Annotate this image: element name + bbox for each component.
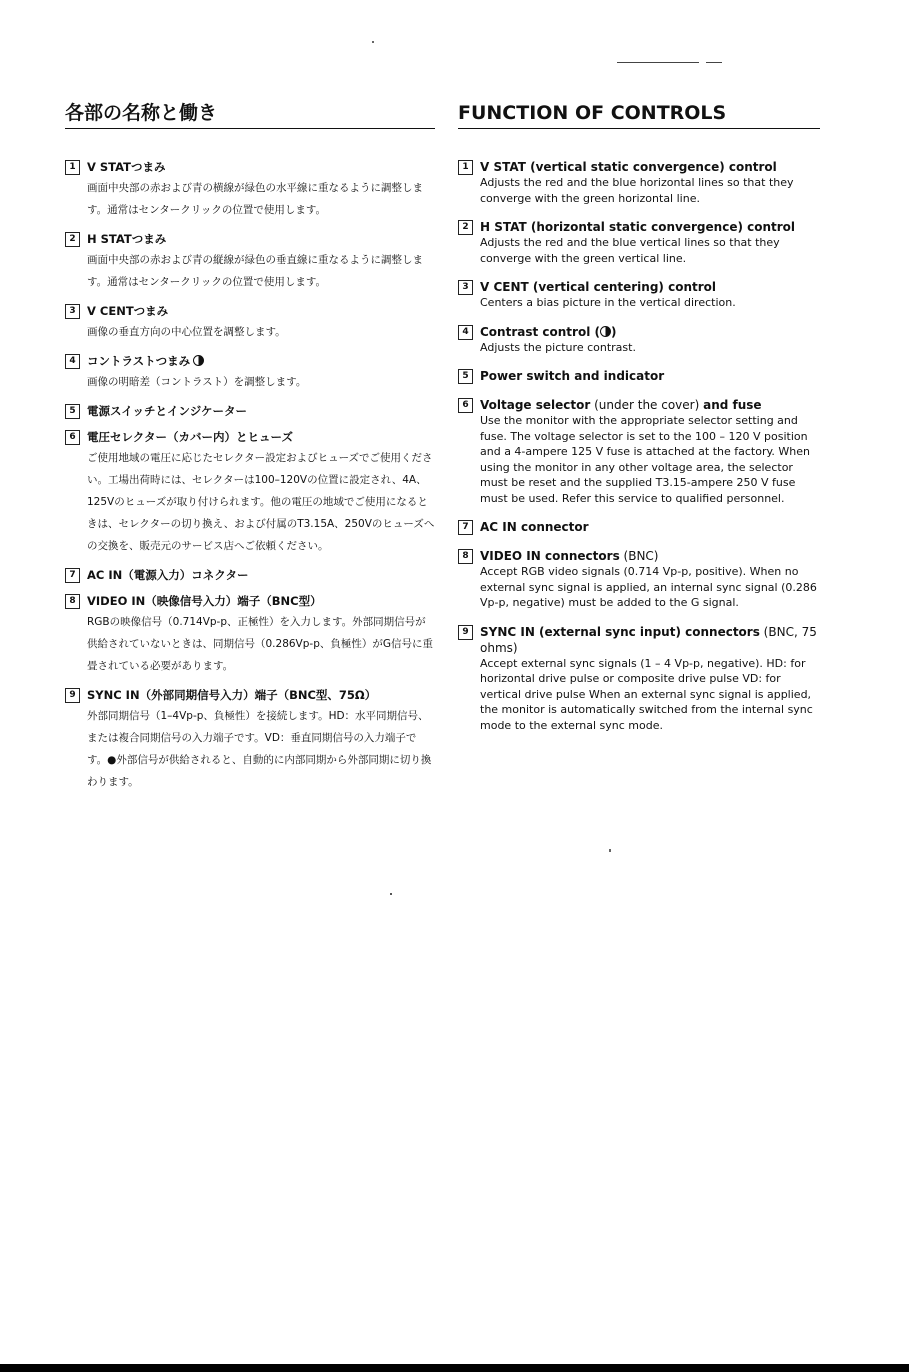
en-item-heading: V CENT (vertical centering) control — [480, 280, 716, 294]
en-item-description: Use the monitor with the appropriate selector setting and fuse. The voltage selector is set to the 100 – 120 V position and a 4-ampere 125 V fuse is attached at the factory. When using the monitor in any other voltage area, the selector must be reset and the supplied T3.15-ampere 250 V fuse must be used. Refer this service to qualified personnel. — [480, 414, 811, 505]
item-number-box: 4 — [65, 354, 80, 369]
jp-item-9 — [65, 687, 435, 793]
en-item-heading — [480, 397, 820, 413]
header-rule-short — [706, 62, 722, 63]
jp-item-1 — [65, 159, 435, 221]
en-section-title: FUNCTION OF CONTROLS — [458, 100, 820, 129]
en-item-heading-note: (BNC, 75 ohms) — [480, 624, 817, 655]
jp-item-description: 画面中央部の赤および青の横線が緑色の水平線に重なるように調整します。通常はセンタークリックの位置で使用します。 — [87, 182, 423, 216]
item-number-box: 6 — [458, 398, 473, 413]
contrast-icon — [193, 355, 204, 366]
en-item-heading-text: Contrast control — [480, 324, 591, 339]
item-number-box: 7 — [458, 520, 473, 535]
scan-speck — [372, 41, 374, 43]
jp-item-7 — [65, 567, 435, 583]
en-item-1 — [458, 159, 820, 206]
jp-item-description: 外部同期信号（1–4Vp-p、負極性）を接続します。HD：水平同期信号、または複合同期信号の入力端子です。VD：垂直同期信号の入力端子です。●外部信号が供給されると、自動的に内部同期から外部同期に切り換わります。 — [87, 710, 432, 788]
jp-item-heading: H STATつまみ — [87, 232, 167, 246]
jp-item-heading: 電圧セレクター（カバー内）とヒューズ — [87, 430, 293, 444]
jp-item-heading: SYNC IN（外部同期信号入力）端子（BNC型、75Ω） — [87, 688, 377, 702]
en-item-heading: Contrast control ( ) — [480, 324, 617, 339]
en-item-heading: AC IN connector — [480, 520, 589, 534]
en-item-heading — [480, 548, 820, 564]
en-item-description: Adjusts the red and the blue horizontal lines so that they converge with the green horizontal line. — [480, 176, 794, 205]
jp-item-6 — [65, 429, 435, 557]
item-number-box: 7 — [65, 568, 80, 583]
item-number-box: 3 — [458, 280, 473, 295]
item-number-box: 4 — [458, 325, 473, 340]
en-item-description: Accept RGB video signals (0.714 Vp-p, positive). When no external sync signal is applied, an internal sync signal (0.286 Vp-p, negative) must be added to the G signal. — [480, 565, 817, 609]
jp-item-heading — [87, 353, 435, 369]
item-number-box: 2 — [458, 220, 473, 235]
jp-item-description: 画像の明暗差（コントラスト）を調整します。 — [87, 376, 307, 388]
en-item-2 — [458, 219, 820, 266]
en-item-description: Centers a bias picture in the vertical direction. — [480, 296, 736, 309]
en-item-8 — [458, 548, 820, 611]
jp-item-heading: V STATつまみ — [87, 160, 166, 174]
jp-item-description: 画像の垂直方向の中心位置を調整します。 — [87, 326, 286, 338]
item-number-box: 9 — [458, 625, 473, 640]
en-item-heading-text: Voltage selector — [480, 398, 591, 412]
item-number-box: 1 — [65, 160, 80, 175]
item-number-box: 5 — [65, 404, 80, 419]
en-item-5 — [458, 368, 820, 384]
en-item-heading-note: (BNC) — [619, 549, 659, 563]
en-item-heading-text: SYNC IN (external sync input) connectors — [480, 624, 760, 639]
japanese-column — [65, 100, 435, 803]
item-number-box: 8 — [458, 549, 473, 564]
en-item-heading — [480, 624, 820, 656]
jp-item-heading-text: コントラストつまみ — [87, 354, 191, 368]
en-item-9 — [458, 624, 820, 734]
item-number-box: 1 — [458, 160, 473, 175]
jp-item-8 — [65, 593, 435, 677]
en-item-7 — [458, 519, 820, 535]
en-item-heading: V STAT (vertical static convergence) control — [480, 160, 777, 174]
jp-item-3 — [65, 303, 435, 343]
en-item-heading-text: and fuse — [703, 398, 762, 412]
jp-item-description: 画面中央部の赤および青の縦線が緑色の垂直線に重なるように調整します。通常はセンタークリックの位置で使用します。 — [87, 254, 423, 288]
en-item-heading-note: (under the cover) — [590, 398, 704, 412]
en-item-description: Accept external sync signals (1 – 4 Vp-p, negative). HD: for horizontal drive pulse or composite drive pulse VD: for vertical drive pulse When an external sync signal is applied, the monitor is automatically switched from the internal sync mode to the external sync mode. — [480, 656, 813, 732]
en-item-heading: H STAT (horizontal static convergence) control — [480, 220, 796, 234]
jp-section-title: 各部の名称と働き — [65, 100, 435, 129]
item-number-box: 6 — [65, 430, 80, 445]
en-item-3 — [458, 279, 820, 311]
en-item-heading: Power switch and indicator — [480, 369, 665, 383]
jp-item-description: ご使用地域の電圧に応じたセレクター設定およびヒューズでご使用ください。工場出荷時には、セレクターは100–120Vの位置に設定され、4A、125Vのヒューズが取り付けられます。他の電圧の地域でご使用になるときは、セレクターの切り換え、および付属のT3.15A、250Vのヒューズへの交換を、販売元のサービス店へご依頼ください。 — [87, 452, 435, 552]
scan-speck — [390, 893, 392, 895]
en-item-description: Adjusts the red and the blue vertical lines so that they converge with the green vertical line. — [480, 236, 780, 265]
header-rule — [617, 62, 699, 63]
item-number-box: 3 — [65, 304, 80, 319]
en-item-6 — [458, 397, 820, 506]
english-column — [458, 100, 820, 746]
jp-item-heading: AC IN（電源入力）コネクター — [87, 568, 249, 582]
en-item-heading-text: VIDEO IN connectors — [480, 549, 620, 563]
item-number-box: 8 — [65, 594, 80, 609]
item-number-box: 9 — [65, 688, 80, 703]
jp-item-description: RGBの映像信号（0.714Vp-p、正極性）を入力します。外部同期信号が供給されていないときは、同期信号（0.286Vp-p、負極性）がG信号に重畳されている必要があります。 — [87, 616, 433, 672]
scan-speck — [609, 849, 611, 852]
contrast-icon — [600, 326, 611, 337]
jp-item-heading: VIDEO IN（映像信号入力）端子（BNC型） — [87, 594, 322, 608]
jp-item-heading: V CENTつまみ — [87, 304, 169, 318]
item-number-box: 5 — [458, 369, 473, 384]
jp-item-heading: 電源スイッチとインジケーター — [87, 404, 248, 418]
en-item-4 — [458, 324, 820, 356]
item-number-box: 2 — [65, 232, 80, 247]
jp-item-5 — [65, 403, 435, 419]
scan-edge-bar — [0, 1364, 909, 1372]
jp-item-4 — [65, 353, 435, 393]
jp-item-2 — [65, 231, 435, 293]
en-item-description: Adjusts the picture contrast. — [480, 340, 636, 354]
